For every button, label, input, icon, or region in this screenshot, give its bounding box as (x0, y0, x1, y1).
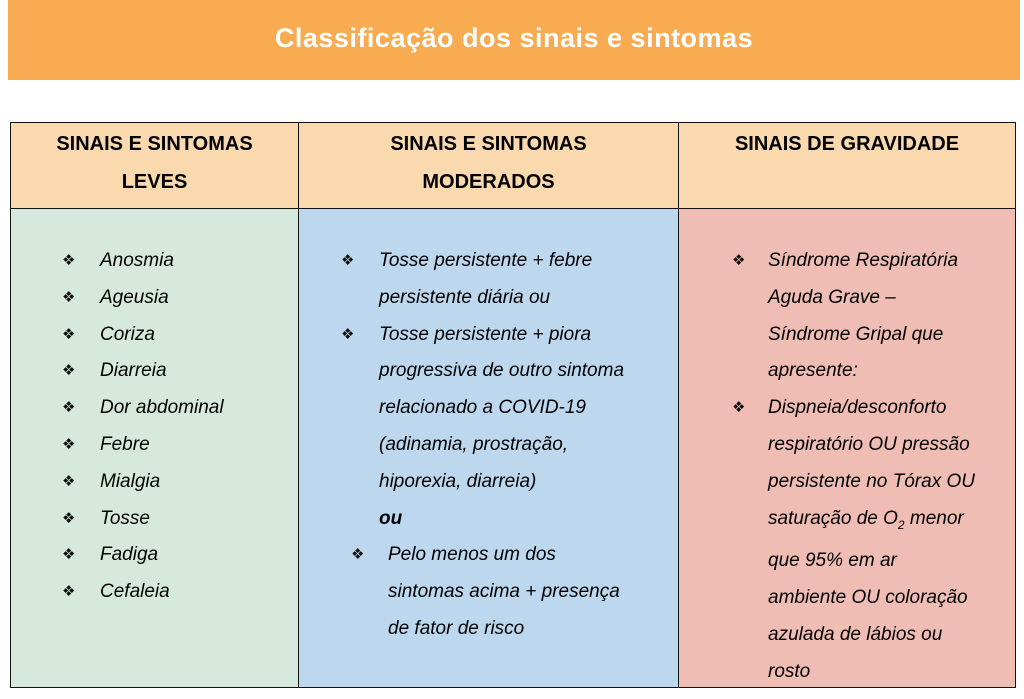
list-item: ❖ Pelo menos um dos (341, 537, 661, 574)
list-item: ❖ Tosse (62, 501, 224, 538)
diamond-bullet-icon: ❖ (351, 546, 365, 564)
symptoms-table (10, 122, 1016, 688)
list-item: ❖ Tosse persistente + febre (341, 243, 661, 280)
list-item: ❖ Coriza (62, 317, 224, 354)
list-item: ❖ Anosmia (62, 243, 224, 280)
diamond-bullet-icon: ❖ (341, 325, 355, 343)
list-item: ❖ Dor abdominal (62, 390, 224, 427)
list-item: ❖ Síndrome Respiratória (732, 243, 1012, 280)
column-leves (11, 209, 299, 687)
list-item-continuation: que 95% em ar (768, 550, 897, 572)
list-item-continuation: sintomas acima + presença (388, 581, 620, 603)
diamond-bullet-icon: ❖ (732, 252, 746, 269)
list-item-continuation: rosto (768, 660, 811, 682)
diamond-bullet-icon: ❖ (732, 399, 746, 417)
diamond-bullet-icon: ❖ (341, 252, 355, 269)
diamond-bullet-icon: ❖ (62, 583, 76, 601)
header-leves-line1: SINAIS E SINTOMAS (56, 133, 253, 155)
column-gravidade (679, 209, 1015, 687)
list-item: ❖ Febre (62, 427, 224, 464)
header-gravidade (679, 123, 1015, 209)
list-item: ❖ Ageusia (62, 280, 224, 317)
column-moderados (299, 209, 679, 687)
list-item: ❖ Dispneia/desconforto (732, 390, 1012, 427)
diamond-bullet-icon: ❖ (62, 509, 76, 527)
header-moderados-line1: SINAIS E SINTOMAS (390, 133, 587, 155)
list-item: ❖ Tosse persistente + piora (341, 317, 661, 354)
header-gravidade-line1: SINAIS DE GRAVIDADE (734, 133, 960, 155)
diamond-bullet-icon: ❖ (62, 288, 76, 306)
diamond-bullet-icon: ❖ (62, 325, 76, 343)
list-item-continuation: progressiva de outro sintoma (379, 360, 625, 382)
diamond-bullet-icon: ❖ (62, 546, 76, 564)
list-item-continuation: azulada de lábios ou (768, 623, 943, 645)
page-title: Classificação dos sinais e sintomas (274, 22, 754, 53)
diamond-bullet-icon: ❖ (62, 362, 76, 380)
title-banner (8, 0, 1020, 80)
connector-ou: ou (379, 507, 403, 529)
list-item: ❖ Fadiga (62, 537, 224, 574)
list-item-continuation: Síndrome Gripal que (768, 323, 944, 345)
list-item-continuation: apresente: (768, 360, 858, 382)
list-item-continuation: de fator de risco (388, 617, 525, 639)
list-item-continuation: respiratório OU pressão (768, 433, 970, 455)
list-item: ❖ Cefaleia (62, 574, 224, 611)
list-item-continuation: relacionado a COVID-19 (379, 397, 586, 419)
leves-list (62, 243, 224, 611)
list-item-continuation: saturação de $O_2$ menor (768, 507, 964, 532)
diamond-bullet-icon: ❖ (62, 399, 76, 417)
list-item-continuation: Aguda Grave – (768, 286, 896, 308)
list-item-continuation: persistente no Tórax OU (768, 470, 975, 492)
list-item-continuation: hiporexia, diarreia) (379, 470, 537, 492)
list-item-continuation: (adinamia, prostração, (379, 433, 569, 455)
gravidade-list (732, 243, 1012, 690)
diamond-bullet-icon: ❖ (62, 252, 76, 269)
diamond-bullet-icon: ❖ (62, 435, 76, 453)
header-leves (11, 123, 299, 209)
moderados-list (341, 243, 661, 648)
diamond-bullet-icon: ❖ (62, 472, 76, 490)
list-item: ❖ Diarreia (62, 353, 224, 390)
header-moderados (299, 123, 679, 209)
header-leves-line2: LEVES (121, 171, 188, 193)
list-item-continuation: persistente diária ou (379, 286, 551, 308)
list-item: ❖ Mialgia (62, 464, 224, 501)
header-moderados-line2: MODERADOS (422, 171, 555, 193)
list-item-continuation: ambiente OU coloração (768, 586, 968, 608)
